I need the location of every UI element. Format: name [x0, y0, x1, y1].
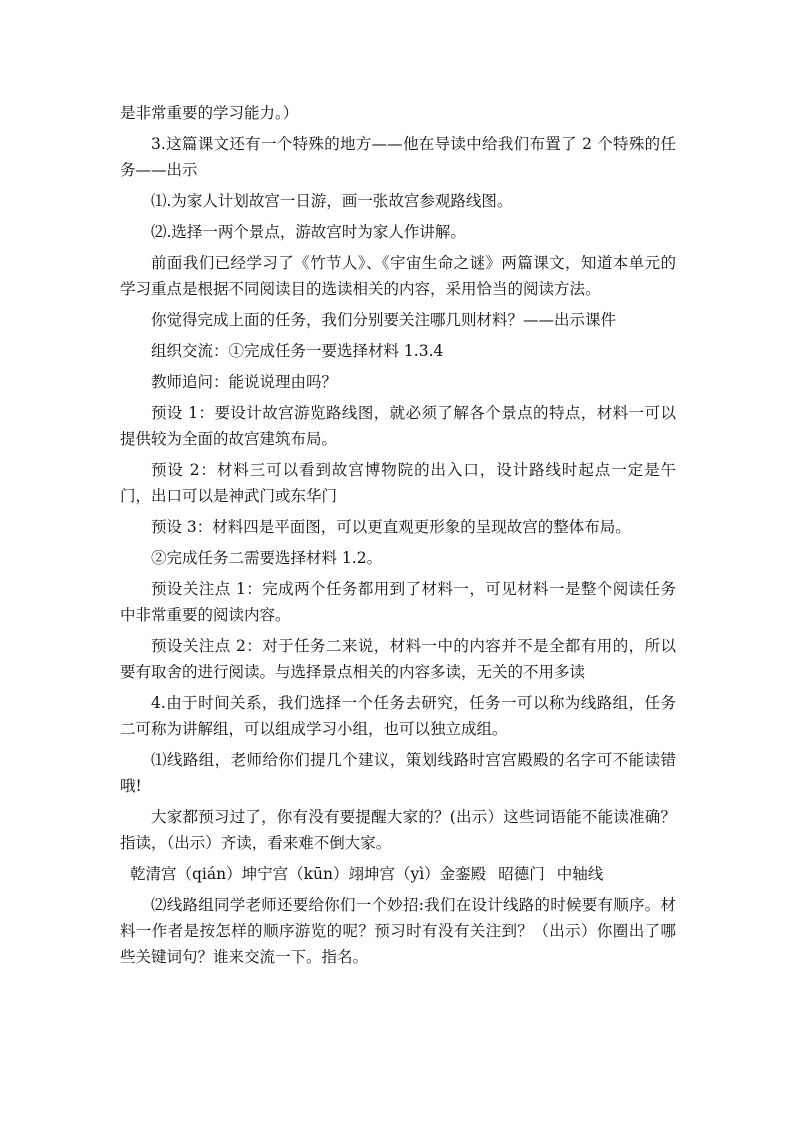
paragraph-task-two-materials: ②完成任务二需要选择材料 1.2。	[151, 549, 383, 567]
paragraph-question: 你觉得完成上面的任务，我们分别要关注哪几则材料？——出示课件	[151, 311, 617, 329]
paragraph-focus-2: 预设关注点 2：对于任务二来说，材料一中的内容并不是全都有用的，所以要有取舍的进行阅读。与选择景点相关的内容多读，无关的不用多读	[120, 637, 676, 681]
lesson-plan-text	[120, 100, 676, 975]
paragraph-exchange: 组织交流：①完成任务一要选择材料 1.3.4	[151, 342, 444, 360]
paragraph-unit-focus: 前面我们已经学习了《竹节人》、《宇宙生命之谜》两篇课文，知道本单元的学习重点是根据不同阅读目的选读相关的内容，采用恰当的阅读方法。	[120, 254, 676, 298]
paragraph-task-1: ⑴.为家人计划故宫一日游，画一张故宫参观路线图。	[151, 192, 513, 210]
word-list-item: 乾清宫（qián）坤宁宫（kūn）翊坤宫（yì）金銮殿	[130, 865, 487, 883]
word-list-item: 昭德门	[498, 865, 545, 883]
word-list-item: 中轴线	[556, 865, 604, 883]
paragraph-0: 是非常重要的学习能力。）	[120, 104, 299, 122]
paragraph-follow-up: 教师追问：能说说理由吗？	[151, 373, 338, 391]
paragraph-task-2: ⑵.选择一两个景点，游故宫时为家人作讲解。	[151, 223, 466, 241]
paragraph-groups: 4.由于时间关系，我们选择一个任务去研究，任务一可以称为线路组，任务二可称为讲解组，可以组成学习小组，也可以独立成组。	[120, 694, 676, 738]
paragraph-preset-1: 预设 1：要设计故宫游览路线图，就必须了解各个景点的特点，材料一可以提供较为全面的故宫建筑布局。	[120, 404, 676, 448]
paragraph-route-group: ⑴线路组，老师给你们提几个建议，策划线路时宫宫殿殿的名字可不能读错哦!	[120, 751, 676, 795]
paragraph-route-tip: ⑵线路组同学老师还要给你们一个妙招:我们在设计线路的时候要有顺序。材料一作者是按怎样的顺序游览的呢？预习时有没有关注到？（出示）你圈出了哪些关键词句？谁来交流一下。指名。	[120, 896, 676, 966]
paragraph-task-intro: 3.这篇课文还有一个特殊的地方——他在导读中给我们布置了 2 个特殊的任务——出示	[120, 135, 676, 179]
word-list	[120, 861, 676, 887]
paragraph-preset-2: 预设 2：材料三可以看到故宫博物院的出入口，设计路线时起点一定是午门，出口可以是神武门或东华门	[120, 461, 676, 505]
paragraph-focus-1: 预设关注点 1：完成两个任务都用到了材料一，可见材料一是整个阅读任务中非常重要的阅读内容。	[120, 580, 676, 624]
paragraph-preview: 大家都预习过了，你有没有要提醒大家的？(出示）这些词语能不能读准确？指读，（出示）齐读，看来难不倒大家。	[120, 808, 676, 852]
paragraph-preset-3: 预设 3：材料四是平面图，可以更直观更形象的呈现故宫的整体布局。	[151, 518, 631, 536]
